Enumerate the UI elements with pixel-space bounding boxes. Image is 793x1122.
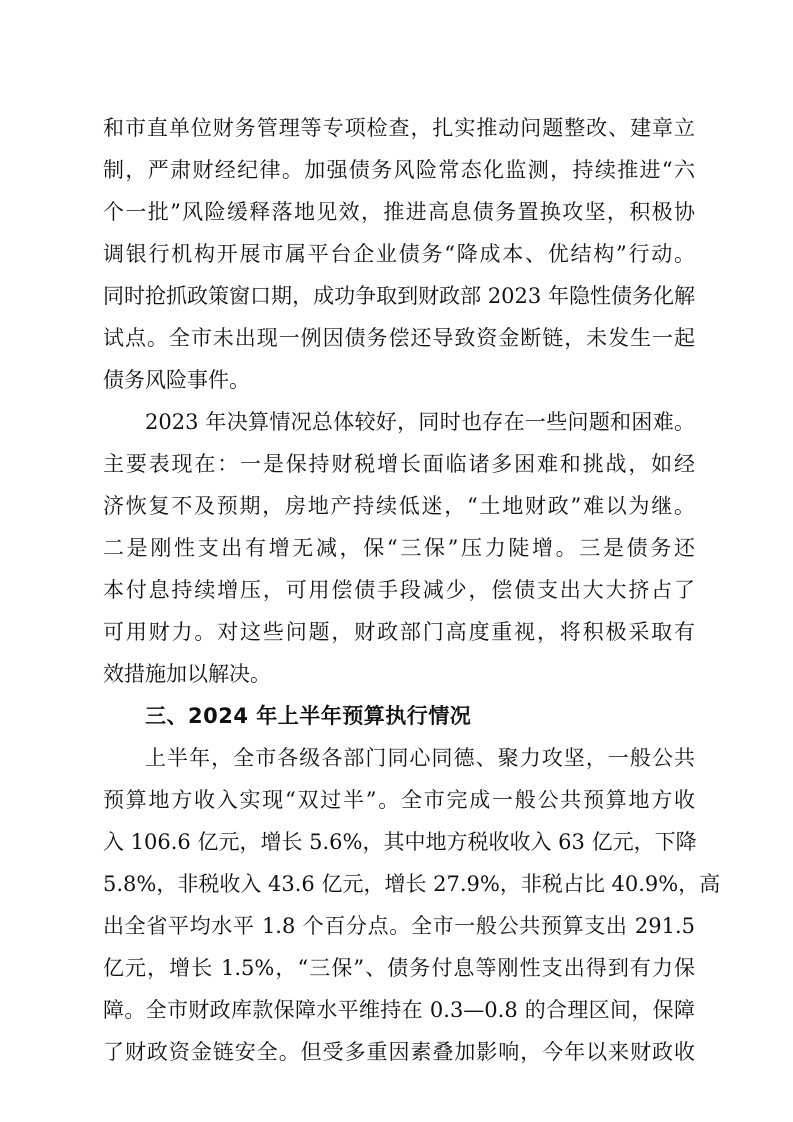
paragraph-line: 出全省平均水平 1.8 个百分点。全市一般公共预算支出 291.5: [103, 914, 695, 938]
paragraph-line: 试点。全市未出现一例因债务偿还导致资金断链，未发生一起: [103, 326, 695, 350]
paragraph-line: 调银行机构开展市属平台企业债务“降成本、优结构”行动。: [103, 242, 695, 266]
paragraph-line: 了财政资金链安全。但受多重因素叠加影响，今年以来财政收: [103, 1040, 695, 1064]
paragraph-line: 5.8%，非税收入 43.6 亿元，增长 27.9%，非税占比 40.9%，高: [103, 872, 721, 896]
paragraph-line: 2023 年决算情况总体较好，同时也存在一些问题和困难。: [145, 410, 695, 434]
paragraph-line: 制，严肃财经纪律。加强债务风险常态化监测，持续推进“六: [103, 158, 695, 182]
paragraph-line: 障。全市财政库款保障水平维持在 0.3—0.8 的合理区间，保障: [103, 998, 695, 1022]
paragraph-line: 上半年，全市各级各部门同心同德、聚力攻坚，一般公共: [145, 746, 695, 770]
paragraph-line: 预算地方收入实现“双过半”。全市完成一般公共预算地方收: [103, 788, 695, 812]
paragraph-line: 债务风险事件。: [103, 368, 250, 392]
paragraph-line: 效措施加以解决。: [103, 662, 271, 686]
paragraph-line: 二是刚性支出有增无减，保“三保”压力陡增。三是债务还: [103, 536, 695, 560]
paragraph-line: 主要表现在：一是保持财税增长面临诸多困难和挑战，如经: [103, 452, 695, 476]
section-heading: 三、2024 年上半年预算执行情况: [145, 704, 472, 728]
paragraph-line: 同时抢抓政策窗口期，成功争取到财政部 2023 年隐性债务化解: [103, 284, 695, 308]
paragraph-line: 和市直单位财务管理等专项检查，扎实推动问题整改、建章立: [103, 116, 695, 140]
paragraph-line: 个一批”风险缓释落地见效，推进高息债务置换攻坚，积极协: [103, 200, 695, 224]
paragraph-line: 济恢复不及预期，房地产持续低迷，“土地财政”难以为继。: [103, 494, 695, 518]
paragraph-line: 入 106.6 亿元，增长 5.6%，其中地方税收收入 63 亿元，下降: [103, 830, 697, 854]
paragraph-line: 可用财力。对这些问题，财政部门高度重视，将积极采取有: [103, 620, 695, 644]
paragraph-line: 亿元，增长 1.5%，“三保”、债务付息等刚性支出得到有力保: [103, 956, 695, 980]
paragraph-line: 本付息持续增压，可用偿债手段减少，偿债支出大大挤占了: [103, 578, 695, 602]
